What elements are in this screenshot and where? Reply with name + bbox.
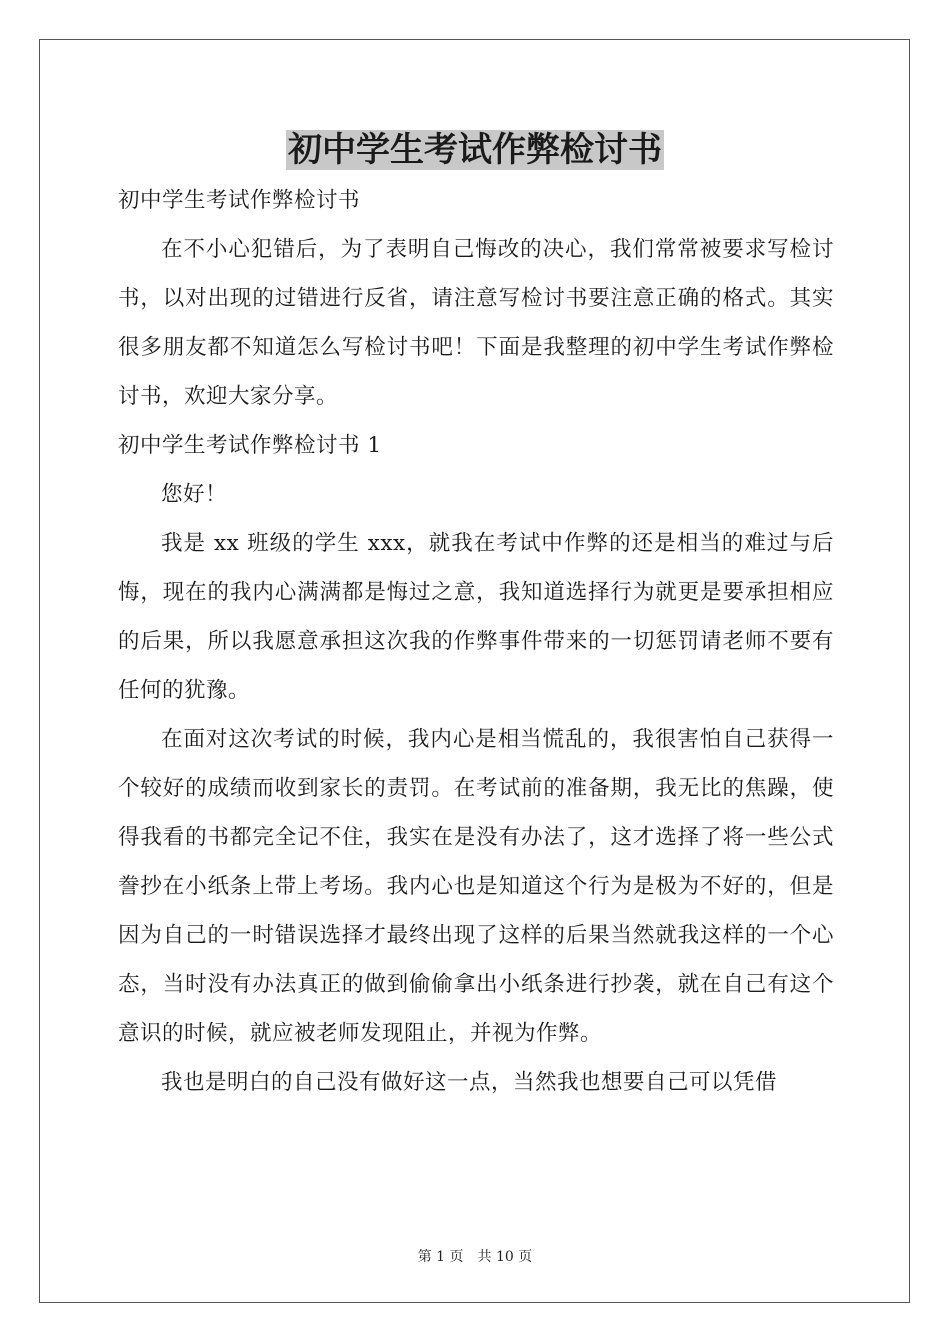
paragraph-greeting: 您好！	[161, 482, 228, 507]
page-number: 第 1 页	[417, 1249, 464, 1265]
paragraph-section-heading: 初中学生考试作弊检讨书 1	[118, 433, 382, 458]
paragraph-subtitle: 初中学生考试作弊检讨书	[118, 188, 361, 213]
page-total: 共 10 页	[477, 1249, 533, 1265]
document-title	[0, 126, 950, 174]
paragraph-intro: 在不小心犯错后，为了表明自己悔改的决心，我们常常被要求写检讨书，以对出现的过错进行反省，请注意写检讨书要注意正确的格式。其实很多朋友都不知道怎么写检讨书吧！下面是我整理的初中学生考试作弊检讨书，欢迎大家分享。	[118, 237, 834, 409]
paragraph-body-2: 在面对这次考试的时候，我内心是相当慌乱的，我很害怕自己获得一个较好的成绩而收到家长的责罚。在考试前的准备期，我无比的焦躁，使得我看的书都完全记不住，我实在是没有办法了，这才选择了将一些公式誊抄在小纸条上带上考场。我内心也是知道这个行为是极为不好的，但是因为自己的一时错误选择才最终出现了这样的后果当然就我这样的一个心态，当时没有办法真正的做到偷偷拿出小纸条进行抄袭，就在自己有这个意识的时候，就应被老师发现阻止，并视为作弊。	[118, 727, 834, 1046]
document-body	[118, 176, 834, 1107]
page-footer	[0, 1247, 950, 1267]
paragraph-body-3: 我也是明白的自己没有做好这一点，当然我也想要自己可以凭借	[161, 1070, 778, 1095]
paragraph-body-1: 我是 xx 班级的学生 xxx，就我在考试中作弊的还是相当的难过与后悔，现在的我内心满满都是悔过之意，我知道选择行为就更是要承担相应的后果，所以我愿意承担这次我的作弊事件带来的一切惩罚请老师不要有任何的犹豫。	[118, 531, 834, 703]
document-title-text: 初中学生考试作弊检讨书	[288, 130, 662, 170]
